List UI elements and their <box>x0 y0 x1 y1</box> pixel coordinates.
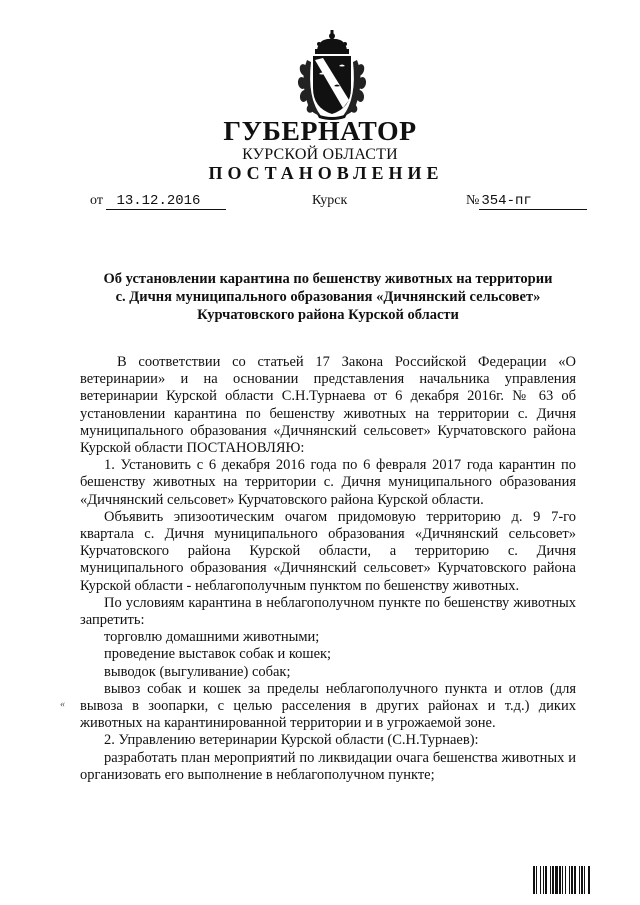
region-subtitle: КУРСКОЙ ОБЛАСТИ <box>242 146 398 163</box>
date-value: 13.12.2016 <box>106 193 226 210</box>
epizootic-focus-paragraph: Объявить эпизоотическим очагом придомовую территорию д. 9 7-го квартала с. Дичня муниципального образования «Дичнянский сельсовет» Курчатовского района Курской области, а территорию с. Дичня муниципального образования «Дичнянский сельсовет» Курчатовского района Курской области - неблагополучным пунктом по бешенству животных. <box>80 508 576 594</box>
decree-heading <box>70 270 586 324</box>
date-field <box>90 193 226 210</box>
barcode-image <box>533 866 623 894</box>
number-value: 354-пг <box>479 193 587 210</box>
heading-line: Курчатовского района Курской области <box>197 307 459 323</box>
prohibition-item: выводок (выгуливание) собак; <box>104 663 291 680</box>
decree-body <box>80 354 576 784</box>
document-meta-row <box>0 193 640 215</box>
clause-2-paragraph: 2. Управлению ветеринарии Курской области (С.Н.Турнаев): <box>104 732 479 749</box>
clause-1-paragraph: 1. Установить с 6 декабря 2016 года по 6 февраля 2017 года карантин по бешенству животных на территории с. Дичня муниципального образования «Дичнянский сельсовет» Курчатовского района Курской области. <box>80 457 576 508</box>
document-type: ПОСТАНОВЛЕНИЕ <box>208 163 444 183</box>
action-plan-paragraph: разработать план мероприятий по ликвидации очага бешенства животных и организовать его выполнение в неблагополучном пункте; <box>80 749 576 783</box>
date-prefix: от <box>90 193 103 208</box>
city-label: Курск <box>312 193 348 208</box>
heading-line: с. Дичня муниципального образования «Дичнянский сельсовет» <box>115 289 541 305</box>
number-prefix: № <box>466 193 480 208</box>
prohibition-item: вывоз собак и кошек за пределы неблагополучного пункта и отлов (для вывоза в зоопарки, с целью расселения в других районах и т.д.) диких животных на карантинированной территории и в угрожаемой зоне. <box>80 680 576 732</box>
heading-line: Об установлении карантина по бешенству животных на территории <box>103 271 553 287</box>
margin-mark: « <box>60 699 65 710</box>
document-title: ГУБЕРНАТОР <box>223 116 417 146</box>
kursk-coat-of-arms-emblem <box>293 28 371 120</box>
prohibition-item: торговлю домашними животными; <box>104 629 320 646</box>
prohibition-item: проведение выставок собак и кошек; <box>104 646 332 663</box>
number-field <box>466 193 587 210</box>
preamble-paragraph: В соответствии со статьей 17 Закона Российской Федерации «О ветеринарии» и на основании представления начальника управления ветеринарии Курской области С.Н.Турнаева от 6 декабря 2016г. № 63 об установлении карантина по бешенству животных на территории с. Дичня муниципального образования «Дичнянский сельсовет» Курчатовского района Курской области ПОСТАНОВЛЯЮ: <box>80 354 576 457</box>
quarantine-conditions-paragraph: По условиям карантина в неблагополучном пункте по бешенству животных запретить: <box>80 594 576 629</box>
